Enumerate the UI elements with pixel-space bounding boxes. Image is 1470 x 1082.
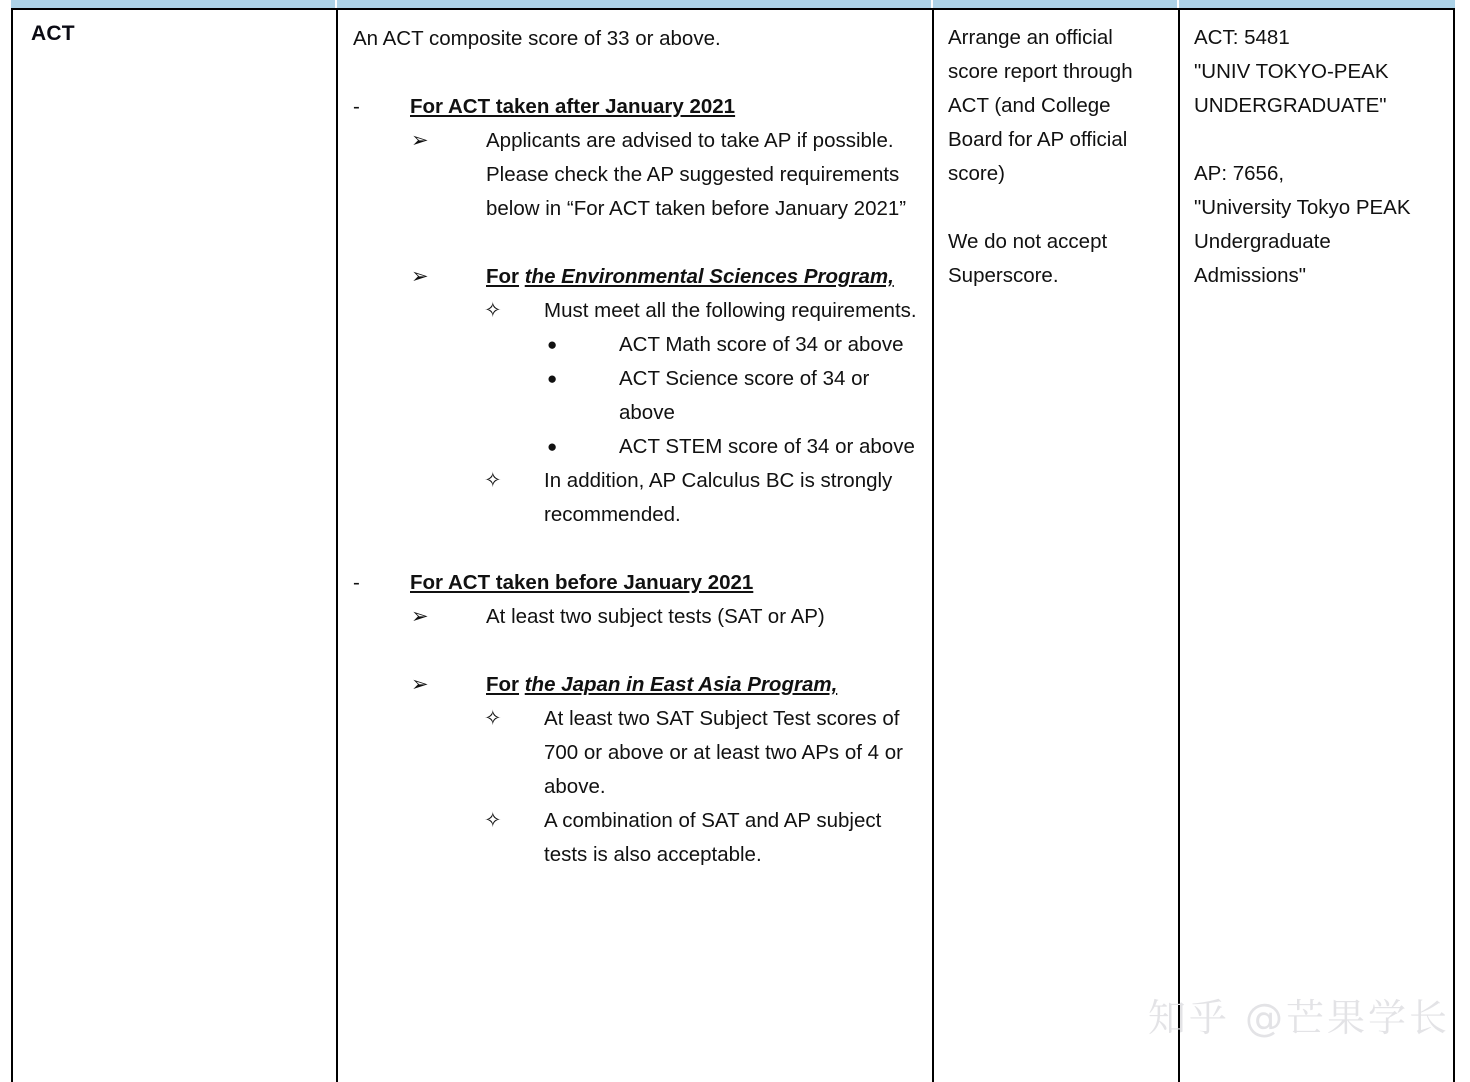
act-code-name: "UNIV TOKYO-PEAK UNDERGRADUATE" [1194, 60, 1389, 117]
section-heading-before-2021 [346, 566, 918, 600]
zhihu-watermark: 知乎 @芒果学长 [1147, 996, 1450, 1040]
list-item-ap-advice [403, 124, 918, 226]
arrowhead-bullet-icon: ➢ [411, 129, 429, 152]
sat-ap-combination-text: A combination of SAT and AP subject tests is also acceptable. [544, 809, 882, 866]
ap-code-number: AP: 7656, [1194, 162, 1285, 185]
diamond-star-bullet-icon: ✧ [484, 707, 502, 730]
table-cell-process [934, 10, 1180, 1082]
environmental-sciences-heading [486, 260, 918, 294]
list-item-act-stem [538, 430, 918, 464]
for-keyword: For [486, 673, 520, 696]
act-stem-requirement-text: ACT STEM score of 34 or above [619, 435, 915, 458]
two-subject-tests-text: At least two subject tests (SAT or AP) [486, 605, 825, 628]
arrowhead-bullet-icon: ➢ [411, 605, 429, 628]
composite-score-statement: An ACT composite score of 33 or above. [353, 27, 721, 50]
superscore-policy: We do not accept Superscore. [948, 230, 1108, 287]
column-separator-sliver-2 [931, 0, 933, 8]
for-keyword: For [486, 265, 520, 288]
column-separator-sliver-1 [335, 0, 337, 8]
dash-bullet-icon: - [353, 95, 360, 118]
list-item-environmental-sciences [403, 260, 918, 294]
spacer [346, 56, 918, 90]
diamond-star-bullet-icon: ✧ [484, 809, 502, 832]
disc-bullet-icon: ● [547, 437, 558, 456]
spacer [346, 226, 918, 260]
act-math-requirement-text: ACT Math score of 34 or above [619, 333, 904, 356]
list-item-two-subject-tests [403, 600, 918, 634]
ap-code-name: "University Tokyo PEAK Undergraduate Admissions" [1194, 196, 1411, 287]
requirements-table [11, 8, 1455, 1082]
japan-east-asia-heading [486, 668, 918, 702]
ap-calculus-bc-text: In addition, AP Calculus BC is strongly recommended. [544, 469, 893, 526]
section-heading-label: For ACT taken before January 2021 [410, 571, 754, 594]
sat-subject-scores-text: At least two SAT Subject Test scores of 700 or above or at least two APs of 4 or above. [544, 707, 903, 798]
spacer [948, 191, 1164, 225]
list-item-ap-calculus-bc [478, 464, 918, 532]
spacer [1194, 123, 1437, 157]
list-item-act-math [538, 328, 918, 362]
list-item-japan-east-asia [403, 668, 918, 702]
list-item-act-science [538, 362, 918, 430]
act-code-number: ACT: 5481 [1194, 26, 1290, 49]
list-item-sat-ap-combination [478, 804, 918, 872]
spacer [346, 532, 918, 566]
diamond-star-bullet-icon: ✧ [484, 469, 502, 492]
section-heading-after-2021 [346, 90, 918, 124]
list-item-sat-subject-scores [478, 702, 918, 804]
program-name-label: the Japan in East Asia Program, [524, 673, 838, 696]
test-name-label: ACT [31, 22, 75, 45]
table-cell-requirements [338, 10, 934, 1082]
diamond-star-bullet-icon: ✧ [484, 299, 502, 322]
dash-bullet-icon: - [353, 571, 360, 594]
column-separator-sliver-3 [1177, 0, 1179, 8]
act-science-requirement-text: ACT Science score of 34 or above [619, 367, 870, 424]
must-meet-requirements-text: Must meet all the following requirements. [544, 299, 917, 322]
previous-row-sliver [11, 0, 1455, 8]
ap-advice-text: Applicants are advised to take AP if possible. Please check the AP suggested requirements below in “For ACT taken before January 2021” [486, 129, 907, 220]
spacer [346, 634, 918, 668]
section-heading-label: For ACT taken after January 2021 [410, 95, 736, 118]
arrowhead-bullet-icon: ➢ [411, 673, 429, 696]
score-report-instructions: Arrange an official score report through ACT (and College Board for AP official score) [948, 26, 1133, 185]
disc-bullet-icon: ● [547, 335, 558, 354]
disc-bullet-icon: ● [547, 369, 558, 388]
list-item-must-meet-requirements [478, 294, 918, 328]
table-cell-codes [1180, 10, 1451, 1082]
arrowhead-bullet-icon: ➢ [411, 265, 429, 288]
table-cell-test-name [13, 10, 338, 1082]
program-name-label: the Environmental Sciences Program, [524, 265, 894, 288]
